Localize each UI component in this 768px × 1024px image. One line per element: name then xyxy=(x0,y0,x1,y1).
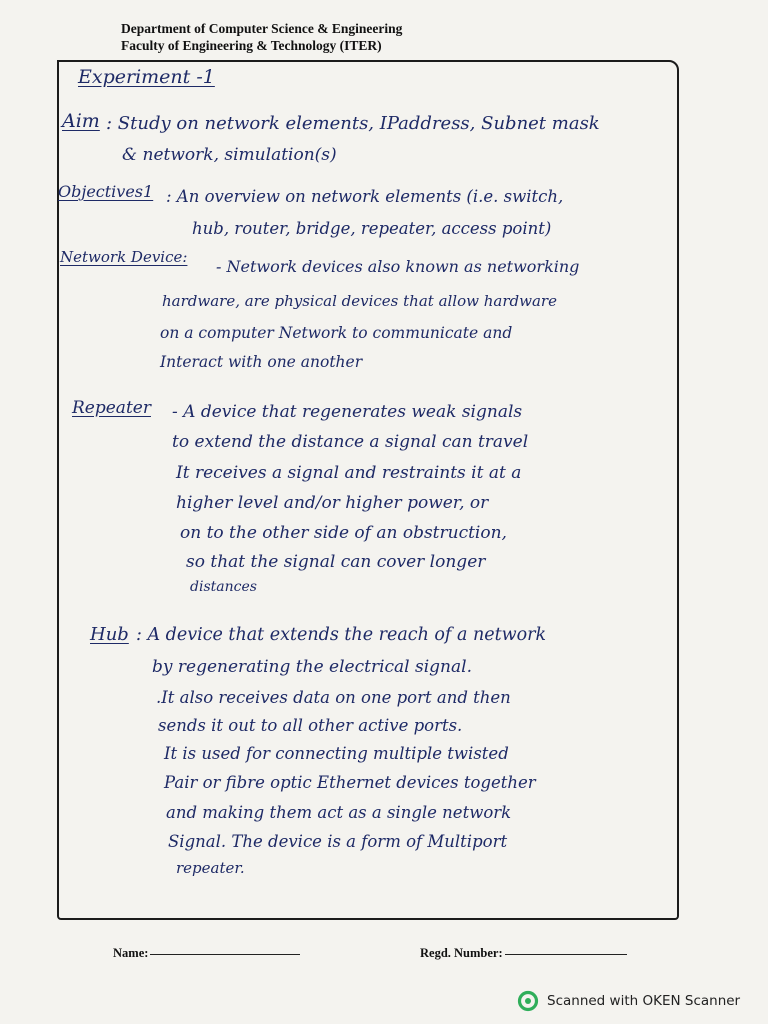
aim-line-2: & network, simulation(s) xyxy=(122,145,337,165)
network-device-label: Network Device: xyxy=(60,248,188,266)
repeater-line-3: It receives a signal and restraints it at a xyxy=(176,463,522,483)
name-blank-line xyxy=(150,954,300,955)
hub-line-3: .It also receives data on one port and then xyxy=(156,688,511,707)
network-device-line-1: - Network devices also known as networking xyxy=(216,257,580,276)
repeater-label: Repeater xyxy=(72,398,151,418)
repeater-line-4: higher level and/or higher power, or xyxy=(176,493,489,513)
hub-line-9: repeater. xyxy=(176,859,245,877)
repeater-line-2: to extend the distance a signal can travel xyxy=(172,432,529,452)
name-label: Name: xyxy=(113,946,149,960)
objectives-line-1: : An overview on network elements (i.e. switch, xyxy=(166,187,564,206)
repeater-line-5: on to the other side of an obstruction, xyxy=(180,523,507,543)
name-field xyxy=(113,946,300,961)
hub-label: Hub xyxy=(90,624,129,645)
network-device-line-2: hardware, are physical devices that allow hardware xyxy=(162,292,557,310)
hub-line-8: Signal. The device is a form of Multiport xyxy=(168,832,508,851)
regd-number-label: Regd. Number: xyxy=(420,946,503,960)
scanner-watermark xyxy=(517,990,740,1012)
page-header xyxy=(121,20,402,54)
repeater-line-1: - A device that regenerates weak signals xyxy=(172,402,523,422)
scanner-text: Scanned with OKEN Scanner xyxy=(547,993,741,1009)
experiment-title: Experiment -1 xyxy=(78,66,215,88)
aim-line-1: : Study on network elements, IPaddress, Subnet mask xyxy=(106,113,600,134)
regd-number-field xyxy=(420,946,627,961)
regd-number-blank-line xyxy=(505,954,627,955)
objectives-line-2: hub, router, bridge, repeater, access point) xyxy=(192,219,552,238)
hub-line-5: It is used for connecting multiple twisted xyxy=(164,744,509,763)
objectives-label: Objectives1 xyxy=(58,182,154,201)
hub-line-7: and making them act as a single network xyxy=(166,803,512,822)
hub-line-1: : A device that extends the reach of a network xyxy=(136,625,547,645)
repeater-line-7: distances xyxy=(190,579,257,595)
aim-label: Aim xyxy=(62,110,100,132)
hub-line-2: by regenerating the electrical signal. xyxy=(152,657,472,677)
repeater-line-6: so that the signal can cover longer xyxy=(186,552,486,572)
hub-line-4: sends it out to all other active ports. xyxy=(158,716,463,735)
faculty-name: Faculty of Engineering & Technology (ITER) xyxy=(121,38,382,53)
network-device-line-4: Interact with one another xyxy=(160,353,363,371)
hub-line-6: Pair or fibre optic Ethernet devices together xyxy=(164,773,536,792)
network-device-line-3: on a computer Network to communicate and xyxy=(160,324,513,342)
oken-scanner-logo-icon xyxy=(517,990,539,1012)
department-name: Department of Computer Science & Engineering xyxy=(121,21,403,36)
